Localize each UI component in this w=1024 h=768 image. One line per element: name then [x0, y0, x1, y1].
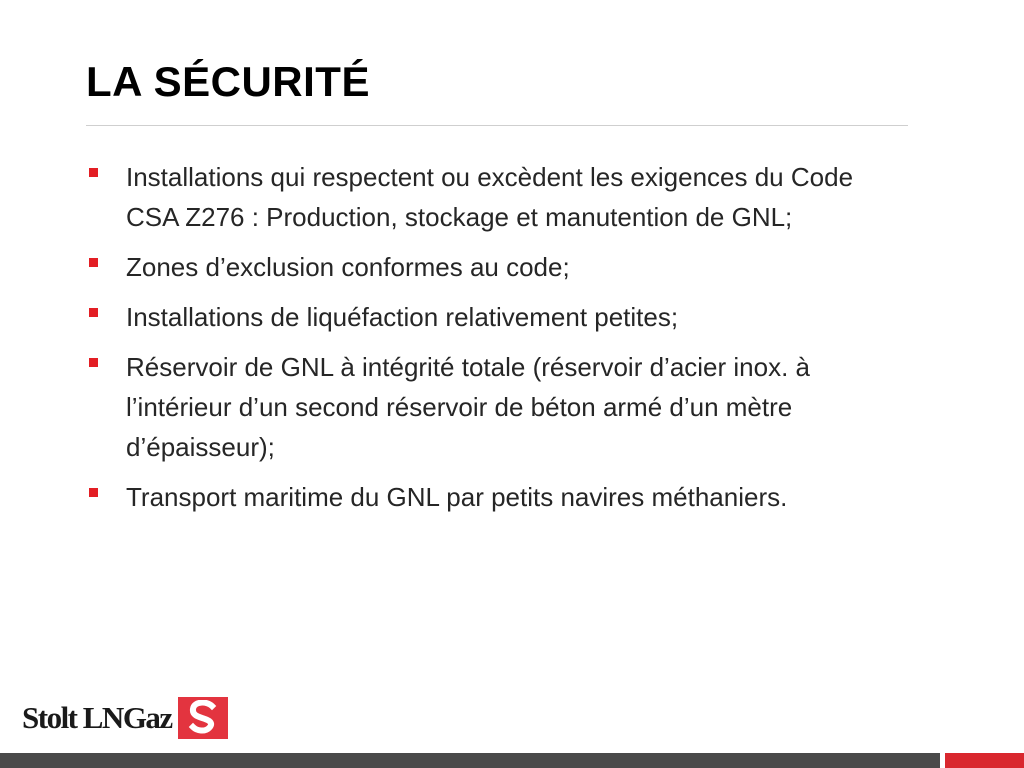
- list-item: [86, 477, 856, 517]
- slide-title: LA SÉCURITÉ: [86, 58, 370, 105]
- company-logo: [22, 697, 228, 739]
- list-item: [86, 247, 856, 287]
- bullet-text: Installations de liquéfaction relativement petites;: [126, 302, 679, 332]
- list-item: [86, 157, 856, 237]
- square-bullet-icon: [89, 168, 98, 177]
- list-item: [86, 297, 856, 337]
- bullet-text: Zones d’exclusion conformes au code;: [126, 252, 570, 282]
- square-bullet-icon: [89, 358, 98, 367]
- square-bullet-icon: [89, 488, 98, 497]
- logo-badge-icon: [178, 697, 228, 739]
- footer-bar: [0, 753, 940, 768]
- bullet-list: [86, 157, 856, 527]
- bullet-text: Réservoir de GNL à intégrité totale (réservoir d’acier inox. à l’intérieur d’un second réservoir de béton armé d’un mètre d’épaisseur);: [126, 352, 810, 462]
- s-letter-icon: [188, 700, 218, 736]
- bullet-text: Transport maritime du GNL par petits navires méthaniers.: [126, 482, 788, 512]
- bullet-text: Installations qui respectent ou excèdent les exigences du Code CSA Z276 : Production, stockage et manutention de GNL;: [126, 162, 854, 232]
- square-bullet-icon: [89, 308, 98, 317]
- logo-wordmark: Stolt LNGaz: [22, 700, 172, 735]
- square-bullet-icon: [89, 258, 98, 267]
- list-item: [86, 347, 856, 467]
- footer-accent: [945, 753, 1024, 768]
- title-divider: [86, 125, 908, 126]
